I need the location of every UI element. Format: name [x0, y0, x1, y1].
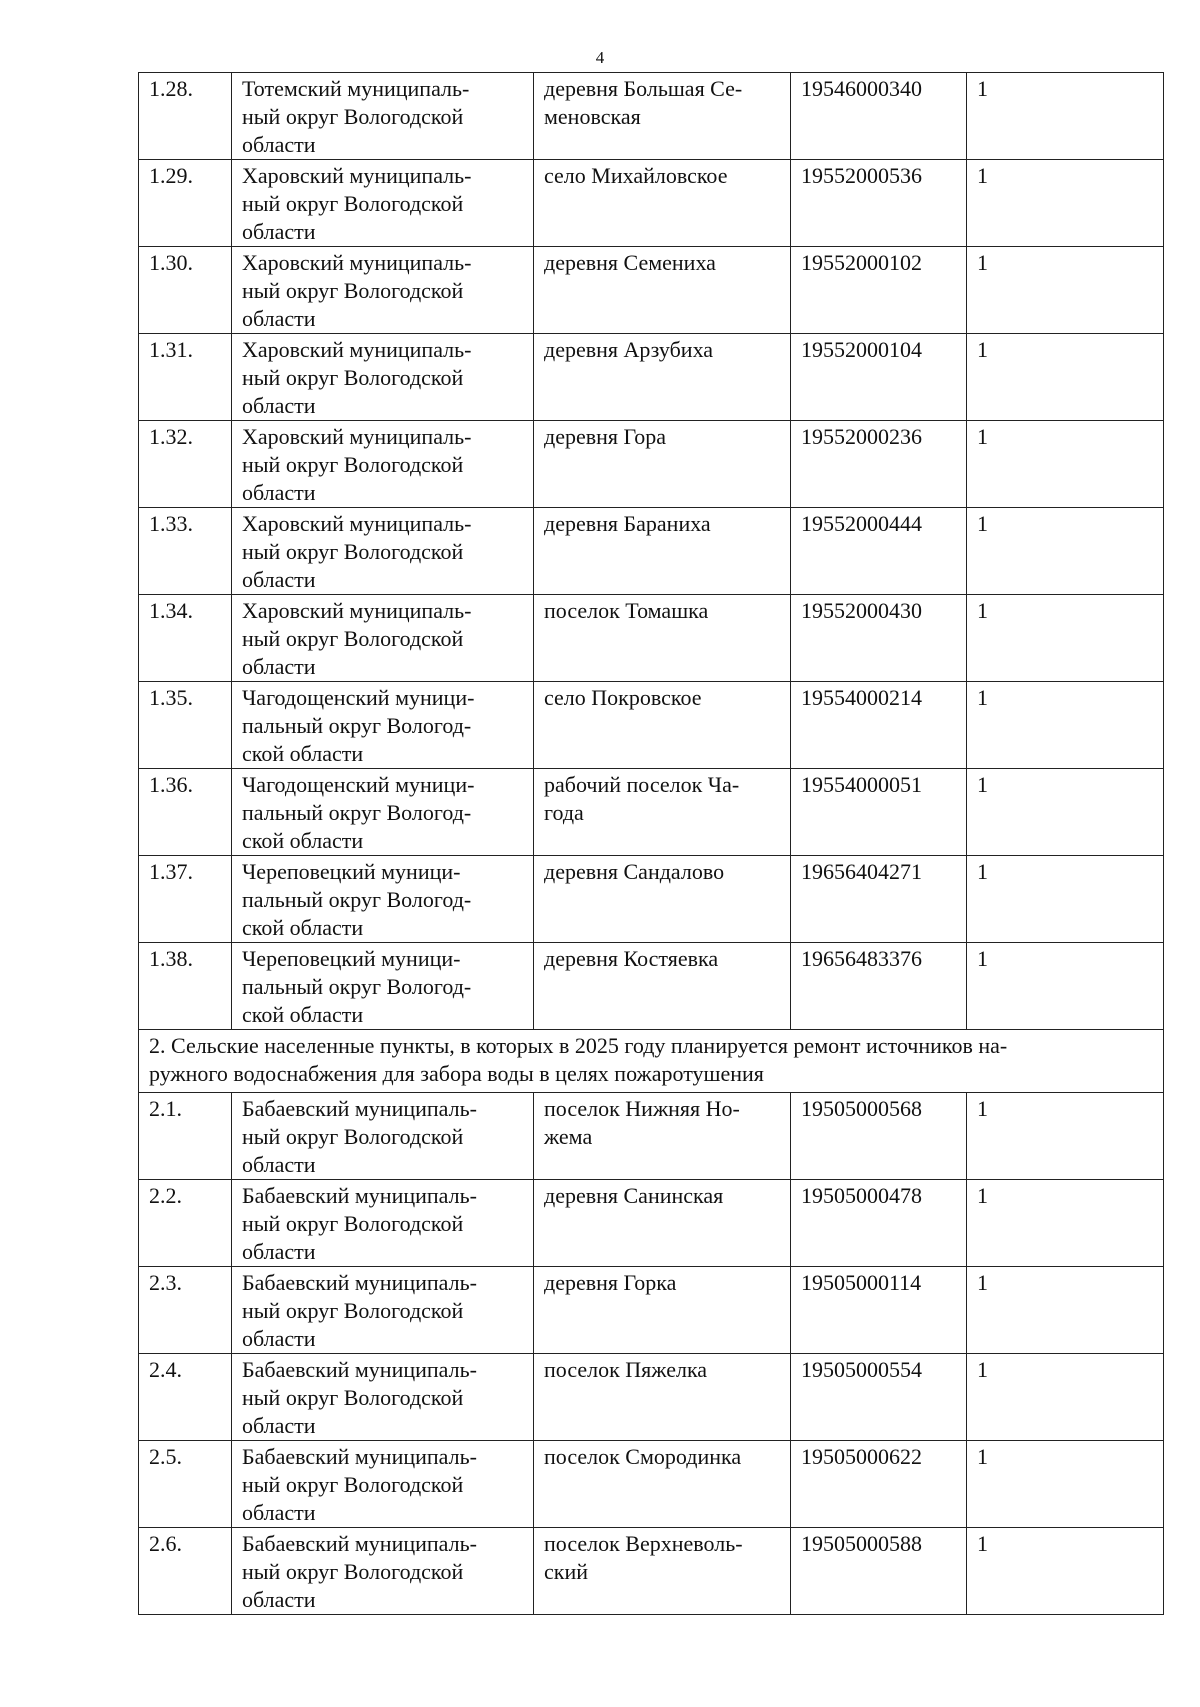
settlement-cell: поселок Томашка	[534, 595, 791, 682]
settlement-cell: деревня Гора	[534, 421, 791, 508]
quantity-cell: 1	[967, 1441, 1164, 1528]
table-row	[139, 1093, 1164, 1180]
row-number-cell: 1.34.	[139, 595, 232, 682]
table-row	[139, 508, 1164, 595]
settlement-cell: поселок Верхневоль- ский	[534, 1528, 791, 1615]
quantity-cell: 1	[967, 1180, 1164, 1267]
settlement-cell: деревня Бараниха	[534, 508, 791, 595]
district-cell: Харовский муниципаль- ный округ Вологодской области	[232, 160, 534, 247]
quantity-cell: 1	[967, 160, 1164, 247]
oktmo-code-cell: 19505000622	[791, 1441, 967, 1528]
row-number-cell: 2.1.	[139, 1093, 232, 1180]
table-row	[139, 160, 1164, 247]
oktmo-code-cell: 19552000102	[791, 247, 967, 334]
table-row	[139, 943, 1164, 1030]
district-cell: Чагодощенский муници- пальный округ Вологод- ской области	[232, 769, 534, 856]
district-cell: Харовский муниципаль- ный округ Вологодской области	[232, 595, 534, 682]
table-row	[139, 1267, 1164, 1354]
row-number-cell: 2.2.	[139, 1180, 232, 1267]
table-row	[139, 1441, 1164, 1528]
table-row	[139, 1354, 1164, 1441]
oktmo-code-cell: 19552000536	[791, 160, 967, 247]
oktmo-code-cell: 19505000554	[791, 1354, 967, 1441]
table-row	[139, 421, 1164, 508]
oktmo-code-cell: 19554000051	[791, 769, 967, 856]
settlement-cell: село Покровское	[534, 682, 791, 769]
oktmo-code-cell: 19552000104	[791, 334, 967, 421]
table-row	[139, 1180, 1164, 1267]
quantity-cell: 1	[967, 1354, 1164, 1441]
table-row	[139, 334, 1164, 421]
quantity-cell: 1	[967, 334, 1164, 421]
settlement-cell: деревня Сандалово	[534, 856, 791, 943]
section-heading: 2. Сельские населенные пункты, в которых в 2025 году планируется ремонт источников на- ружного водоснабжения для забора воды в целях пожаротушения	[139, 1030, 1164, 1093]
quantity-cell: 1	[967, 856, 1164, 943]
table-row	[139, 769, 1164, 856]
district-cell: Бабаевский муниципаль- ный округ Вологодской области	[232, 1528, 534, 1615]
oktmo-code-cell: 19554000214	[791, 682, 967, 769]
row-number-cell: 2.4.	[139, 1354, 232, 1441]
quantity-cell: 1	[967, 247, 1164, 334]
table-row	[139, 856, 1164, 943]
row-number-cell: 2.5.	[139, 1441, 232, 1528]
settlement-cell: село Михайловское	[534, 160, 791, 247]
district-cell: Бабаевский муниципаль- ный округ Вологодской области	[232, 1354, 534, 1441]
quantity-cell: 1	[967, 682, 1164, 769]
row-number-cell: 1.31.	[139, 334, 232, 421]
row-number-cell: 1.29.	[139, 160, 232, 247]
row-number-cell: 1.36.	[139, 769, 232, 856]
district-cell: Чагодощенский муници- пальный округ Вологод- ской области	[232, 682, 534, 769]
table-row	[139, 682, 1164, 769]
quantity-cell: 1	[967, 421, 1164, 508]
district-cell: Тотемский муниципаль- ный округ Вологодской области	[232, 73, 534, 160]
district-cell: Бабаевский муниципаль- ный округ Вологодской области	[232, 1441, 534, 1528]
quantity-cell: 1	[967, 769, 1164, 856]
settlement-cell: деревня Горка	[534, 1267, 791, 1354]
table-row	[139, 1528, 1164, 1615]
row-number-cell: 1.30.	[139, 247, 232, 334]
table-body	[139, 73, 1164, 1615]
settlement-cell: рабочий поселок Ча- года	[534, 769, 791, 856]
settlement-cell: деревня Санинская	[534, 1180, 791, 1267]
section-heading-row	[139, 1030, 1164, 1093]
oktmo-code-cell: 19505000114	[791, 1267, 967, 1354]
district-cell: Харовский муниципаль- ный округ Вологодской области	[232, 334, 534, 421]
oktmo-code-cell: 19656483376	[791, 943, 967, 1030]
settlement-cell: деревня Костяевка	[534, 943, 791, 1030]
oktmo-code-cell: 19505000588	[791, 1528, 967, 1615]
oktmo-code-cell: 19552000430	[791, 595, 967, 682]
district-cell: Харовский муниципаль- ный округ Вологодской области	[232, 508, 534, 595]
quantity-cell: 1	[967, 1267, 1164, 1354]
settlements-table	[138, 72, 1164, 1615]
row-number-cell: 2.6.	[139, 1528, 232, 1615]
oktmo-code-cell: 19505000478	[791, 1180, 967, 1267]
district-cell: Череповецкий муници- пальный округ Вологод- ской области	[232, 856, 534, 943]
quantity-cell: 1	[967, 595, 1164, 682]
settlement-cell: деревня Большая Се- меновская	[534, 73, 791, 160]
page-number: 4	[595, 48, 605, 67]
table-row	[139, 595, 1164, 682]
quantity-cell: 1	[967, 73, 1164, 160]
district-cell: Бабаевский муниципаль- ный округ Вологодской области	[232, 1093, 534, 1180]
row-number-cell: 1.32.	[139, 421, 232, 508]
settlement-cell: поселок Пяжелка	[534, 1354, 791, 1441]
row-number-cell: 1.35.	[139, 682, 232, 769]
settlement-cell: поселок Нижняя Но- жема	[534, 1093, 791, 1180]
oktmo-code-cell: 19552000444	[791, 508, 967, 595]
district-cell: Харовский муниципаль- ный округ Вологодской области	[232, 247, 534, 334]
oktmo-code-cell: 19656404271	[791, 856, 967, 943]
district-cell: Харовский муниципаль- ный округ Вологодской области	[232, 421, 534, 508]
district-cell: Череповецкий муници- пальный округ Вологод- ской области	[232, 943, 534, 1030]
quantity-cell: 1	[967, 508, 1164, 595]
quantity-cell: 1	[967, 1528, 1164, 1615]
row-number-cell: 2.3.	[139, 1267, 232, 1354]
row-number-cell: 1.28.	[139, 73, 232, 160]
row-number-cell: 1.37.	[139, 856, 232, 943]
district-cell: Бабаевский муниципаль- ный округ Вологодской области	[232, 1267, 534, 1354]
oktmo-code-cell: 19505000568	[791, 1093, 967, 1180]
settlement-cell: поселок Смородинка	[534, 1441, 791, 1528]
oktmo-code-cell: 19546000340	[791, 73, 967, 160]
district-cell: Бабаевский муниципаль- ный округ Вологодской области	[232, 1180, 534, 1267]
oktmo-code-cell: 19552000236	[791, 421, 967, 508]
table-row	[139, 247, 1164, 334]
table-row	[139, 73, 1164, 160]
row-number-cell: 1.33.	[139, 508, 232, 595]
quantity-cell: 1	[967, 943, 1164, 1030]
row-number-cell: 1.38.	[139, 943, 232, 1030]
settlement-cell: деревня Арзубиха	[534, 334, 791, 421]
quantity-cell: 1	[967, 1093, 1164, 1180]
settlement-cell: деревня Семениха	[534, 247, 791, 334]
